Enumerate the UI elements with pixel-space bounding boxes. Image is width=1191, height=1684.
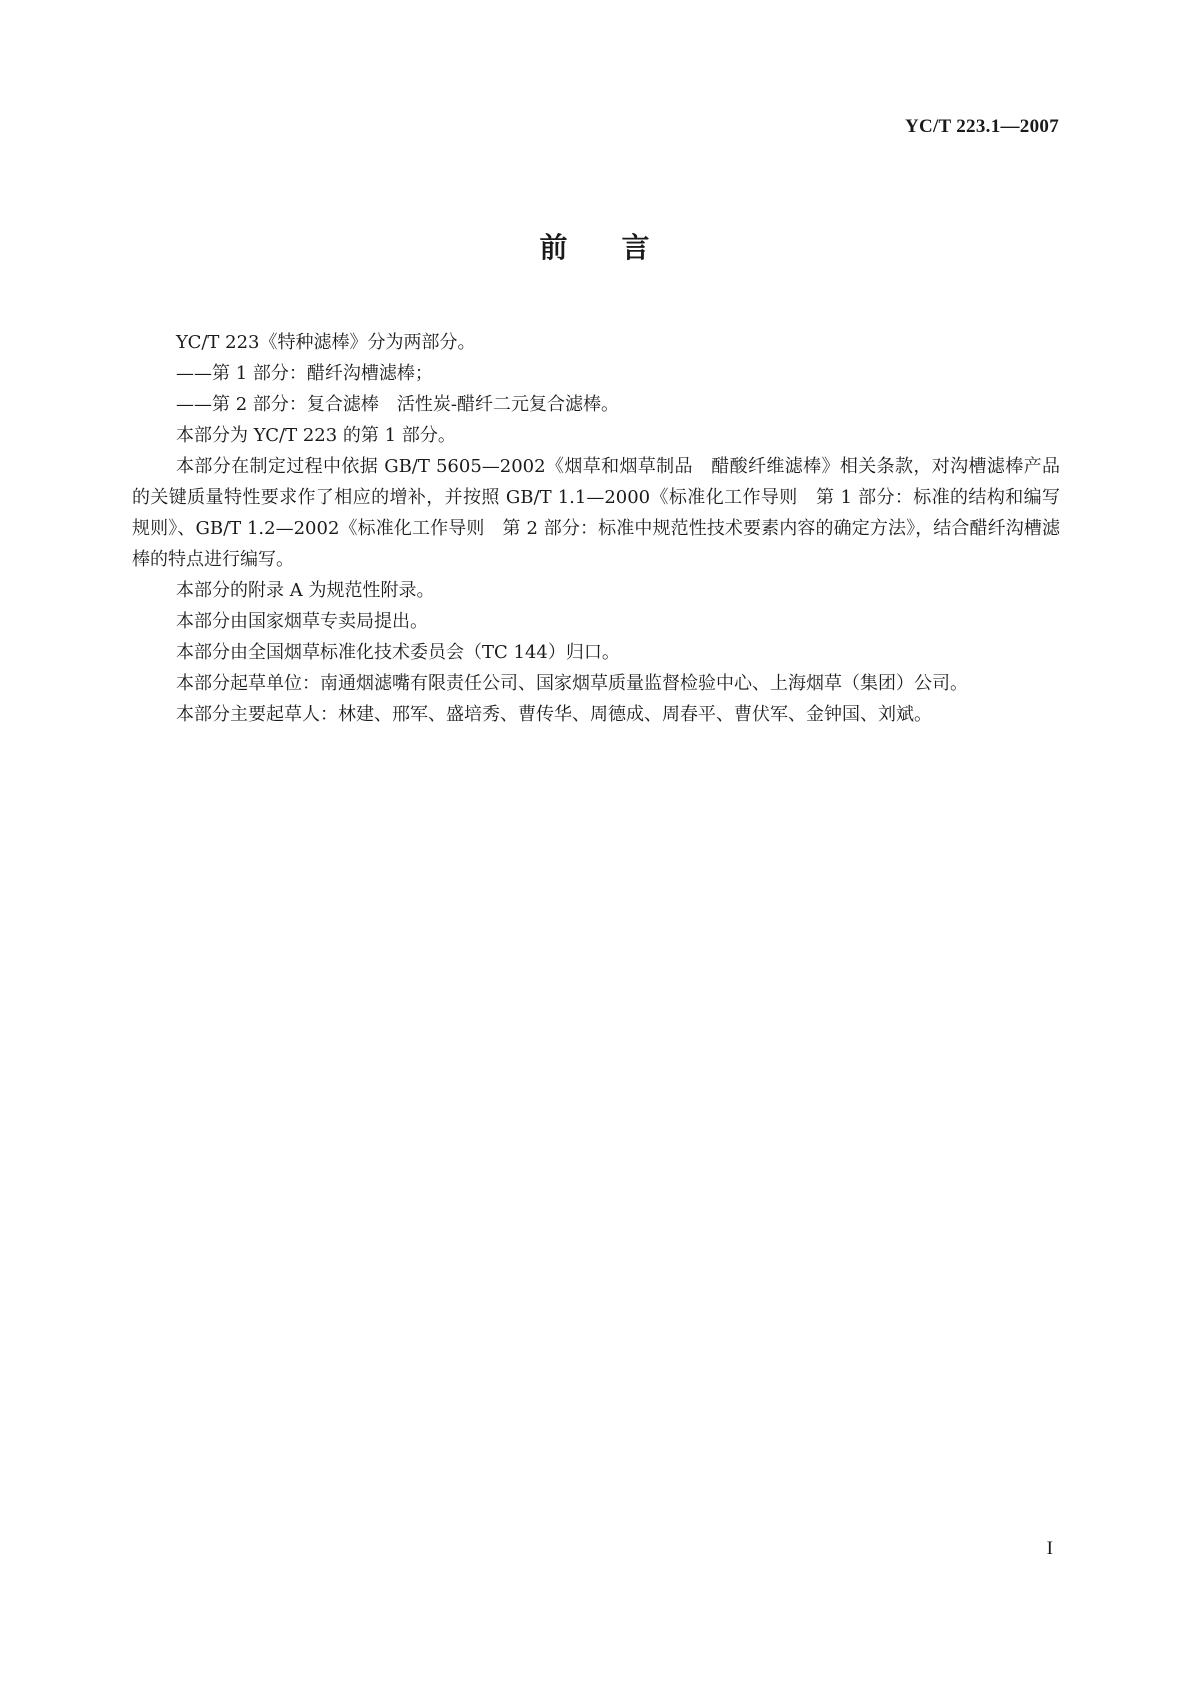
- title-char-1: 前: [539, 231, 570, 264]
- paragraph-drafting-units: 本部分起草单位：南通烟滤嘴有限责任公司、国家烟草质量监督检验中心、上海烟草（集团）公司。: [176, 673, 968, 694]
- paragraph-part-2: ——第 2 部分：复合滤棒 活性炭-醋纤二元复合滤棒。: [176, 394, 619, 415]
- paragraph-basis: 本部分在制定过程中依据 GB/T 5605—2002《烟草和烟草制品 醋酸纤维滤棒》相关条款，对沟槽滤棒产品的关键质量特性要求作了相应的增补，并按照 GB/T 1.1—2000《标准化工作导则 第 1 部分：标准的结构和编写规则》、GB/T 1.2—2002《标准化工作导则 第 2 部分：标准中规范性技术要素内容的确定方法》，结合醋纤沟槽滤棒的特点进行编写。: [132, 456, 1060, 570]
- foreword-body: [132, 327, 1060, 730]
- page-number: I: [1046, 1538, 1053, 1559]
- standard-code: YC/T 223.1—2007: [904, 116, 1059, 137]
- page-title: [0, 226, 1191, 266]
- paragraph-proposed-by: 本部分由国家烟草专卖局提出。: [176, 611, 428, 632]
- paragraph-this-part: 本部分为 YC/T 223 的第 1 部分。: [176, 425, 456, 446]
- paragraph-drafters: 本部分主要起草人：林建、邢军、盛培秀、曹传华、周德成、周春平、曹伏军、金钟国、刘斌。: [176, 704, 932, 725]
- paragraph-series-intro: YC/T 223《特种滤棒》分为两部分。: [176, 332, 476, 353]
- paragraph-part-1: ——第 1 部分：醋纤沟槽滤棒；: [176, 363, 433, 384]
- paragraph-under-jurisdiction: 本部分由全国烟草标准化技术委员会（TC 144）归口。: [176, 642, 620, 663]
- title-char-2: 言: [621, 231, 652, 264]
- paragraph-annex: 本部分的附录 A 为规范性附录。: [176, 580, 435, 601]
